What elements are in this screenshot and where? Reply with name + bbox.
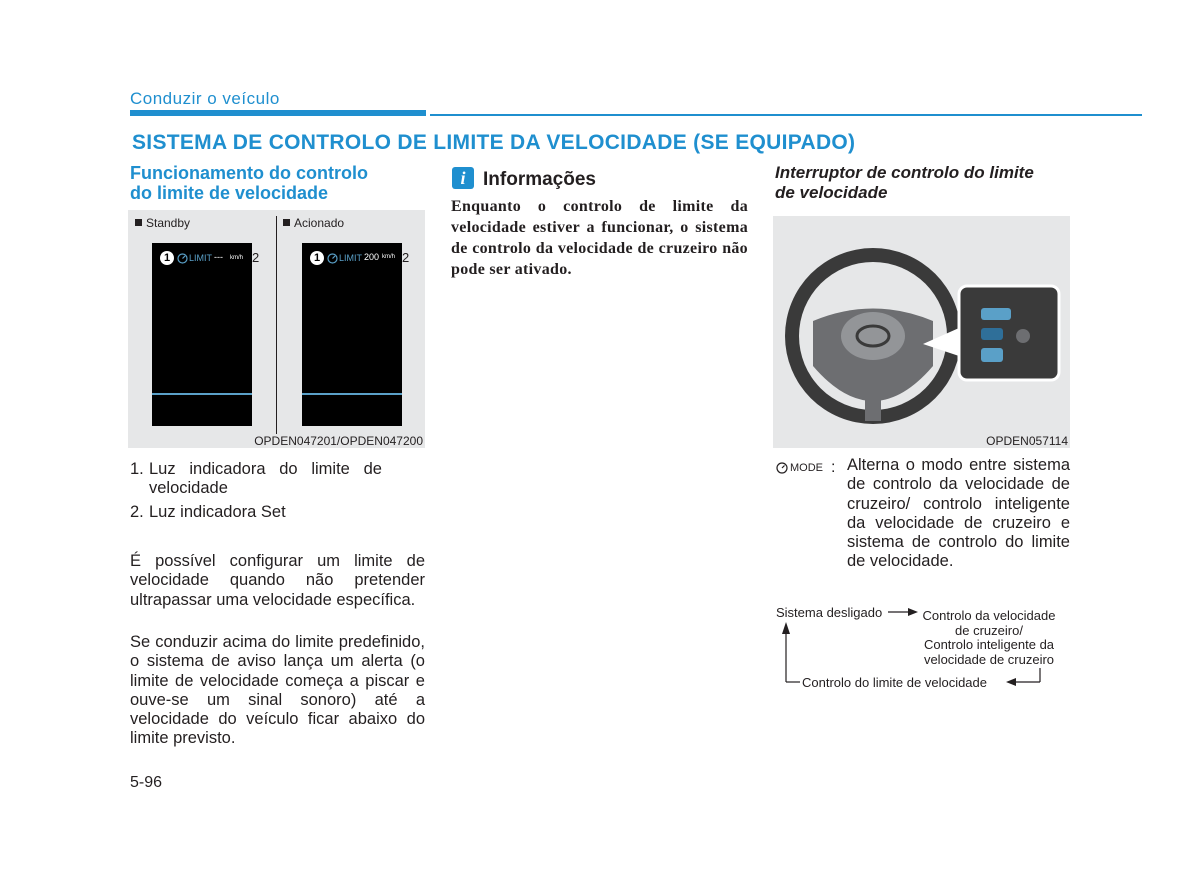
active-unit: km/h xyxy=(382,254,396,260)
right-heading xyxy=(775,163,1075,203)
indicator-number-1-active: 1 xyxy=(310,251,324,265)
flow-system-off: Sistema desligado xyxy=(776,605,883,620)
steering-figure xyxy=(773,216,1070,448)
active-value: 200 xyxy=(364,252,380,262)
mode-colon: : xyxy=(831,459,836,476)
standby-screen-line xyxy=(152,393,252,395)
info-text: Enquanto o controlo de limite da velocidade estiver a funcionar, o sistema de controlo da velocidade de cruzeiro não pode ser ativado. xyxy=(451,198,748,278)
left-heading-line2: do limite de velocidade xyxy=(130,183,329,203)
standby-label xyxy=(135,216,190,230)
indicator-list xyxy=(130,460,425,522)
cluster-figure xyxy=(128,210,425,448)
indicator-number-2-active: 2 xyxy=(402,250,410,265)
active-limit-text: LIMIT xyxy=(339,253,363,263)
figure-code-left: OPDEN047201/OPDEN047200 xyxy=(254,434,423,448)
left-heading-line1: Funcionamento do controlo xyxy=(130,163,368,183)
mode-description: Alterna o modo entre sistema de controlo da velocidade de cruzeiro/ controlo inteligente da velocidade de cruzeiro e sistema de controlo do limite de velocidade. xyxy=(847,456,1070,571)
speed-limit-icon xyxy=(177,253,188,264)
flow-cruise-line3: Controlo inteligente da xyxy=(923,637,1055,652)
flow-cruise-line1: Controlo da velocidade xyxy=(922,608,1056,623)
list-item xyxy=(130,503,425,522)
page-number: 5-96 xyxy=(130,774,163,791)
indicator-number-1: 1 xyxy=(160,251,174,265)
indicator-number-2-standby: 2 xyxy=(252,250,260,265)
left-heading xyxy=(130,163,430,203)
active-label xyxy=(283,216,344,230)
standby-screen xyxy=(152,243,252,426)
active-screen-line xyxy=(302,393,402,395)
active-screen xyxy=(302,243,402,426)
standby-value: --- xyxy=(214,252,223,262)
header-rule-thin xyxy=(430,114,1142,116)
paragraph-2: Se conduzir acima do limite predefinido, o sistema de aviso lança um alerta (o limite de velocidade começa a piscar e ouve-se um sinal sonoro) até a velocidade do veículo ficar abaixo do limite previsto. xyxy=(130,633,425,748)
speed-limit-icon-active xyxy=(327,253,338,264)
page-title: SISTEMA DE CONTROLO DE LIMITE DA VELOCIDADE (SE EQUIPADO) xyxy=(132,131,856,154)
flow-speed-limit: Controlo do limite de velocidade xyxy=(802,675,987,690)
mode-button-label xyxy=(776,459,835,477)
list-item-number: 1. xyxy=(130,460,144,478)
panel-divider xyxy=(276,216,277,434)
standby-label-text: Standby xyxy=(146,216,191,230)
info-icon: i xyxy=(452,167,474,189)
steering-wheel-illustration xyxy=(773,216,1070,436)
active-label-text: Acionado xyxy=(294,216,345,230)
info-title: Informações xyxy=(483,169,596,190)
flow-cruise-line4: velocidade de cruzeiro xyxy=(923,651,1055,667)
flow-cruise-line2: de cruzeiro/ xyxy=(955,622,1023,638)
right-heading-line1: Interruptor de controlo do limite xyxy=(775,163,1034,182)
header-rule-thick xyxy=(130,110,426,116)
paragraph-1: É possível configurar um limite de velocidade quando não pretender ultrapassar uma velocidade específica. xyxy=(130,552,425,609)
flow-cruise-control xyxy=(918,609,1060,667)
mode-label: MODE xyxy=(790,462,823,474)
list-item-number: 2. xyxy=(130,502,144,521)
list-item-text-cont: velocidade xyxy=(149,479,228,498)
figure-code-right: OPDEN057114 xyxy=(986,434,1068,448)
right-heading-line2: de velocidade xyxy=(775,183,888,202)
standby-limit-text: LIMIT xyxy=(189,253,213,263)
standby-unit: km/h xyxy=(230,255,244,261)
list-item-text: Luz indicadora Set xyxy=(149,502,286,521)
section-title: Conduzir o veículo xyxy=(130,89,280,108)
speedometer-icon xyxy=(776,462,788,474)
list-item xyxy=(130,460,425,499)
list-item-text: Luz indicadora do limite de xyxy=(149,460,382,478)
